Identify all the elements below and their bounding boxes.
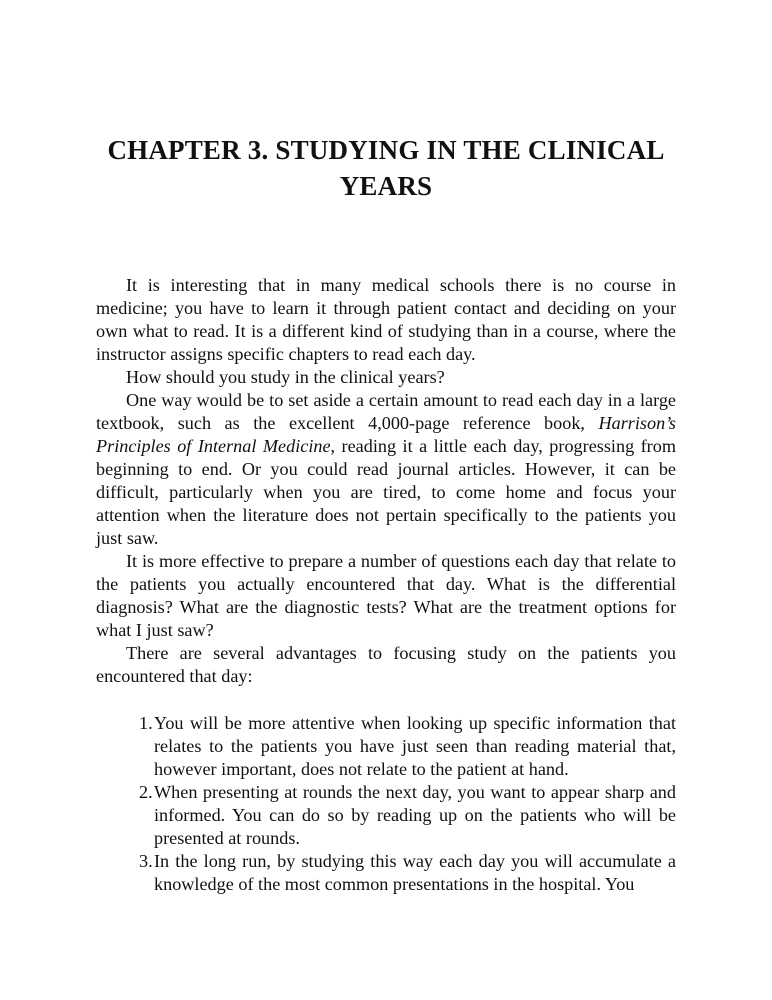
paragraph-text: , reading it a little each day, progressing from beginning to end. Or you could read journal articles. However, it can be difficult, particularly when you are tired, to come home and focus your attention when the literature does not pertain specifically to the patients you just saw. — [96, 436, 676, 548]
paragraph: It is interesting that in many medical schools there is no course in medicine; you have to learn it through patient contact and deciding on your own what to read. It is a different kind of studying than in a course, where the instructor assigns specific chapters to read each day. — [96, 275, 676, 364]
list-number: 3. — [139, 851, 153, 871]
book-title: Harrison’s Principles of Internal Medicine — [96, 413, 676, 456]
paragraph — [96, 389, 676, 550]
paragraph: There are several advantages to focusing study on the patients you encountered that day: — [96, 643, 676, 686]
list-item — [96, 781, 676, 850]
list-item — [96, 712, 676, 781]
list-item-text: You will be more attentive when looking up specific information that relates to the patients you have just seen than reading material that, however important, does not relate to the patient at hand. — [154, 713, 676, 779]
list-number: 2. — [139, 782, 153, 802]
chapter-body — [96, 274, 676, 896]
paragraph-text: One way would be to set aside a certain amount to read each day in a large textbook, such as the excellent 4,000-page reference book, — [96, 390, 676, 433]
list-item-text: In the long run, by studying this way each day you will accumulate a knowledge of the most common presentations in the hospital. You — [154, 851, 676, 894]
paragraph: It is more effective to prepare a number of questions each day that relate to the patients you actually encountered that day. What is the differential diagnosis? What are the diagnostic tests? What are the treatment options for what I just saw? — [96, 551, 676, 640]
paragraph: How should you study in the clinical years? — [126, 367, 445, 387]
list-item — [96, 850, 676, 896]
list-item-text: When presenting at rounds the next day, you want to appear sharp and informed. You can do so by reading up on the patients who will be presented at rounds. — [154, 782, 676, 848]
chapter-title: CHAPTER 3. STUDYING IN THE CLINICAL YEARS — [107, 135, 665, 201]
advantages-list — [96, 712, 676, 896]
list-number: 1. — [139, 713, 153, 733]
